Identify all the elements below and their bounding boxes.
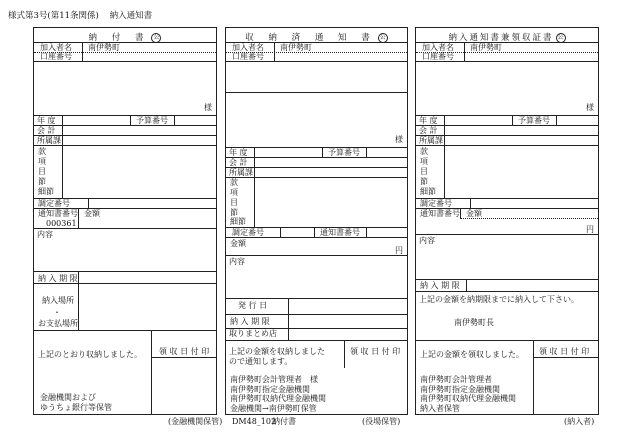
kan-label: 款 [38, 147, 46, 156]
saisetsu-label: 細節 [38, 187, 54, 196]
officer-line-1: 南伊勢町会計管理者 様 [230, 375, 318, 384]
officer-line-3: 南伊勢町収納代理金融機関 [230, 394, 326, 403]
payer-label: 加入者名 [422, 43, 454, 52]
payer-value: 南伊勢町 [88, 43, 120, 52]
dept-label: 所属課 [37, 136, 61, 145]
notice-text-1: 上記の金額を収納しました [229, 347, 325, 356]
budget-label: 予算番号 [328, 148, 360, 157]
content-label: 内容 [37, 230, 53, 239]
col1-footer: (金融機関保管) [168, 417, 223, 426]
moku-label: 目 [420, 167, 428, 176]
officer-line-3: 南伊勢町収納代理金融機関 [420, 394, 516, 403]
assess-label: 調定番号 [420, 199, 452, 208]
moku-label: 目 [38, 167, 46, 176]
amount-label: 金額 [230, 239, 246, 248]
setsu-label: 節 [420, 177, 428, 186]
setsu-label: 節 [230, 208, 238, 217]
kou-label: 項 [38, 157, 46, 166]
request-text: 上記の金額を納期限までに納入して下さい。 [419, 295, 579, 304]
content-label: 内容 [229, 257, 245, 266]
stamp-label: 領 収 日 付 印 [350, 347, 401, 356]
col2-footer-code: DM48_102 [232, 417, 277, 426]
issue-date-label: 発 行 日 [238, 301, 268, 310]
deadline-label: 納 入 期 限 [230, 317, 270, 326]
amount-label: 金額 [84, 209, 100, 218]
sama-label: 様 [204, 103, 212, 112]
col3-footer: (納入者) [564, 417, 595, 426]
setsu-label: 節 [38, 177, 46, 186]
deadline-label: 納 入 期 限 [420, 281, 460, 290]
year-label: 年 度 [229, 148, 248, 157]
yen-label: 円 [395, 246, 403, 255]
col3-title: 納入通知書兼領収証書 公 [448, 33, 564, 43]
bank-line-2: ゆうちょ銀行等保管 [40, 403, 112, 412]
summary-label: 取りまとめ店 [229, 329, 277, 338]
notice-no-label: 通知書番号 [38, 209, 78, 218]
stamp-label: 領 収 日 付 印 [539, 347, 590, 356]
account-label: 口座番号 [422, 52, 454, 61]
official-stamp-icon: 公 [557, 33, 564, 41]
form-number: 様式第3号 [8, 11, 48, 21]
account-label: 口座番号 [40, 52, 72, 61]
place-dot: ・ [53, 308, 61, 317]
place-label-1: 納入場所 [42, 296, 74, 305]
assess-label: 調定番号 [38, 199, 70, 208]
col1-title: 納 付 書 公 [88, 33, 160, 43]
sama-label: 様 [586, 103, 594, 112]
payer-label: 加入者名 [232, 43, 264, 52]
form-title: 納入通知書 [109, 11, 153, 21]
payer-value: 南伊勢町 [470, 43, 502, 52]
bank-line-1: 金融機関および [40, 393, 96, 402]
content-label: 内容 [419, 236, 435, 245]
notice-text-2: ので通知します。 [229, 357, 293, 366]
payer-value: 南伊勢町 [280, 43, 312, 52]
dept-label: 所属課 [229, 168, 253, 177]
mayor-label: 南伊勢町長 [454, 318, 494, 327]
notice-no-label: 通知書番号 [320, 228, 360, 237]
officer-line-2: 南伊勢町指定金融機関 [230, 385, 310, 394]
officer-line-1: 南伊勢町会計管理者 [420, 375, 492, 384]
moku-label: 目 [230, 198, 238, 207]
stamp-label: 領 収 日 付 印 [159, 347, 210, 356]
place-label-2: お支払場所 [38, 319, 78, 328]
saisetsu-label: 細節 [420, 187, 436, 196]
account-type-label: 会 計 [419, 126, 438, 135]
account-type-label: 会 計 [229, 158, 248, 167]
dept-label: 所属課 [419, 136, 443, 145]
budget-label: 予算番号 [136, 116, 168, 125]
notice-no-label: 通知書番号 [420, 209, 460, 218]
sama-label: 様 [395, 135, 403, 144]
payment-slip-column [33, 27, 217, 415]
yen-label: 円 [586, 225, 594, 234]
kou-label: 項 [230, 188, 238, 197]
saisetsu-label: 細節 [230, 217, 246, 226]
col2-title: 収 納 済 通 知 書 公 [245, 33, 386, 43]
account-type-label: 会 計 [37, 126, 56, 135]
col2-footer-name: 納付書 [272, 417, 296, 426]
col2-footer: (役場保管) [362, 417, 401, 426]
officer-line-4: 金融機関→南伊勢町保管 [230, 404, 317, 413]
kou-label: 項 [420, 157, 428, 166]
form-header [8, 12, 152, 21]
officer-line-4: 納入者保管 [420, 404, 460, 413]
budget-label: 予算番号 [518, 116, 550, 125]
year-label: 年 度 [419, 116, 438, 125]
official-stamp-icon: 公 [153, 33, 160, 41]
kan-label: 款 [420, 147, 428, 156]
receipt-notice-column [225, 27, 408, 415]
assess-label: 調定番号 [232, 228, 264, 237]
form-clause: (第11条関係) [47, 11, 99, 21]
payer-label: 加入者名 [40, 43, 72, 52]
notice-no-value: 000361 [46, 219, 77, 228]
deadline-label: 納 入 期 限 [38, 274, 78, 283]
received-text: 上記のとおり収納しました。 [38, 350, 142, 359]
kan-label: 款 [230, 178, 238, 187]
official-stamp-icon: 公 [379, 33, 386, 41]
officer-line-2: 南伊勢町指定金融機関 [420, 385, 500, 394]
year-label: 年 度 [37, 116, 56, 125]
amount-label: 金額 [466, 209, 482, 218]
account-label: 口座番号 [232, 52, 264, 61]
notice-receipt-column [415, 27, 599, 415]
received-text: 上記の金額を領収しました。 [420, 350, 524, 359]
